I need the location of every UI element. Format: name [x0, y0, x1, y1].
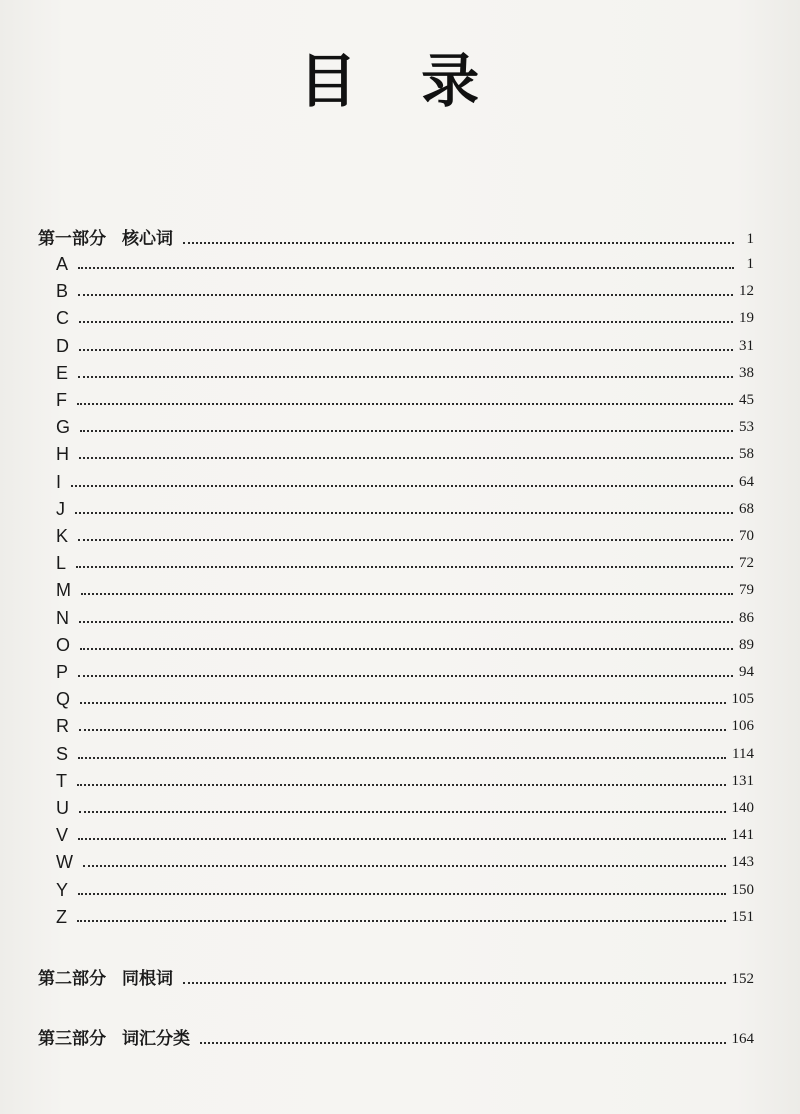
toc-page-number: 45 — [739, 392, 754, 408]
toc-title: R — [56, 716, 69, 737]
toc-title: U — [56, 798, 69, 818]
toc-part-number: 第一部分 — [38, 229, 106, 249]
toc-title: P — [56, 662, 69, 682]
dot-leader — [78, 837, 725, 840]
dot-leader — [78, 674, 733, 677]
toc-title: L — [56, 553, 67, 574]
toc-entry-row[interactable] — [38, 544, 754, 574]
toc-entry-row[interactable] — [38, 272, 754, 302]
toc-title: D — [56, 335, 69, 356]
dot-leader — [80, 647, 733, 650]
toc-title: 词汇分类 — [122, 1028, 190, 1049]
toc-entry-row[interactable] — [38, 871, 754, 901]
toc-title: B — [56, 281, 69, 302]
toc-page-number: 105 — [731, 691, 754, 708]
toc-entry-row[interactable] — [38, 490, 754, 520]
page-title: 目 录 — [298, 47, 502, 115]
toc-entry-row[interactable] — [38, 789, 754, 819]
dot-leader — [78, 892, 725, 895]
toc-title: V — [56, 825, 69, 846]
toc-page-number: 53 — [739, 419, 754, 436]
toc-title: Z — [56, 906, 67, 927]
toc-page-number: 114 — [732, 745, 754, 762]
toc-page-number: 143 — [731, 854, 754, 871]
toc-page-number: 58 — [739, 446, 754, 463]
toc-page-number: 79 — [739, 582, 754, 599]
toc-page-number: 86 — [739, 609, 754, 626]
toc-entry-row[interactable] — [38, 245, 754, 275]
toc-title: G — [56, 417, 71, 438]
toc-page-number: 70 — [739, 528, 754, 544]
toc-page-number: 89 — [739, 636, 754, 653]
dot-leader — [79, 620, 733, 623]
dot-leader — [200, 1041, 726, 1044]
toc-page-number: 38 — [739, 364, 754, 381]
toc-page-number: 19 — [739, 310, 754, 327]
dot-leader — [78, 375, 733, 378]
toc-page-number: 141 — [731, 827, 754, 844]
toc-entry-row[interactable] — [38, 707, 754, 737]
dot-leader — [78, 538, 733, 541]
toc-entry-row[interactable] — [38, 898, 754, 928]
toc-page-number: 72 — [739, 555, 754, 572]
toc-title: H — [56, 444, 69, 465]
toc-entry-row[interactable] — [38, 299, 754, 329]
dot-leader — [71, 484, 733, 487]
toc-entry-row[interactable] — [38, 762, 754, 792]
dot-leader — [79, 348, 733, 351]
dot-leader — [79, 456, 733, 459]
toc-page-number: 68 — [739, 500, 754, 517]
dot-leader — [79, 810, 726, 813]
toc-entry-row[interactable] — [38, 626, 754, 656]
toc-page-number: 1 — [746, 231, 754, 247]
toc-label — [38, 906, 67, 928]
toc-entry-row[interactable] — [38, 653, 754, 683]
dot-leader — [78, 756, 726, 759]
dot-leader — [78, 266, 734, 269]
toc-entry-row[interactable] — [38, 680, 754, 710]
toc-title: J — [56, 498, 65, 519]
dot-leader — [78, 293, 733, 296]
toc-title: 核心词 — [122, 229, 173, 249]
toc-page-number: 31 — [739, 337, 754, 354]
toc-title: C — [56, 308, 69, 329]
dot-leader — [79, 320, 733, 323]
dot-leader — [77, 919, 726, 922]
dot-leader — [76, 565, 733, 568]
toc-entry-row[interactable] — [38, 843, 754, 873]
toc-section-row[interactable] — [38, 960, 754, 990]
toc-entry-row[interactable] — [38, 816, 754, 846]
toc-title: I — [56, 471, 62, 492]
toc-page-number: 106 — [731, 718, 754, 735]
toc-entry-row[interactable] — [38, 571, 754, 601]
toc-page-number: 151 — [731, 908, 754, 925]
toc-page-number: 164 — [731, 1030, 754, 1047]
dot-leader — [77, 783, 726, 786]
toc-part-number: 第三部分 — [38, 1028, 106, 1049]
toc-title: S — [56, 743, 69, 764]
toc-entry-row[interactable] — [38, 381, 754, 411]
toc-page-number: 152 — [731, 970, 754, 987]
toc-part-number: 第二部分 — [38, 968, 106, 989]
dot-leader — [77, 402, 733, 405]
toc-title: Q — [56, 689, 71, 710]
toc-page-number: 64 — [739, 473, 754, 490]
toc-title: T — [56, 770, 67, 791]
toc-entry-row[interactable] — [38, 327, 754, 357]
dot-leader — [183, 241, 734, 244]
toc-title: F — [56, 390, 67, 410]
toc-page-number: 131 — [731, 772, 754, 789]
dot-leader — [79, 728, 726, 731]
toc-title: 同根词 — [122, 968, 173, 989]
toc-page-number: 12 — [739, 283, 754, 300]
toc-title: K — [56, 526, 69, 546]
dot-leader — [183, 981, 726, 984]
toc-page-number: 94 — [739, 664, 754, 680]
toc-title: O — [56, 634, 71, 655]
toc-page-number: 1 — [746, 256, 754, 272]
toc-title: N — [56, 607, 69, 628]
toc-title: E — [56, 362, 69, 383]
toc-label — [38, 968, 173, 990]
toc-label — [38, 1028, 190, 1050]
toc-title: W — [56, 852, 73, 873]
toc-entry-row[interactable] — [38, 599, 754, 629]
dot-leader — [81, 592, 733, 595]
toc-title: Y — [56, 879, 69, 900]
toc-entry-row[interactable] — [38, 735, 754, 765]
dot-leader — [75, 511, 733, 514]
toc-page-number: 140 — [731, 800, 754, 816]
toc-section-row[interactable] — [38, 1020, 754, 1050]
dot-leader — [80, 701, 725, 704]
dot-leader — [80, 429, 733, 432]
toc-entry-row[interactable] — [38, 463, 754, 493]
dot-leader — [83, 864, 726, 867]
toc-entry-row[interactable] — [38, 517, 754, 547]
toc-entry-row[interactable] — [38, 408, 754, 438]
toc-title: A — [56, 254, 69, 274]
toc-entry-row[interactable] — [38, 435, 754, 465]
toc-page-number: 150 — [731, 881, 754, 898]
toc-entry-row[interactable] — [38, 354, 754, 384]
toc-title: M — [56, 580, 71, 601]
